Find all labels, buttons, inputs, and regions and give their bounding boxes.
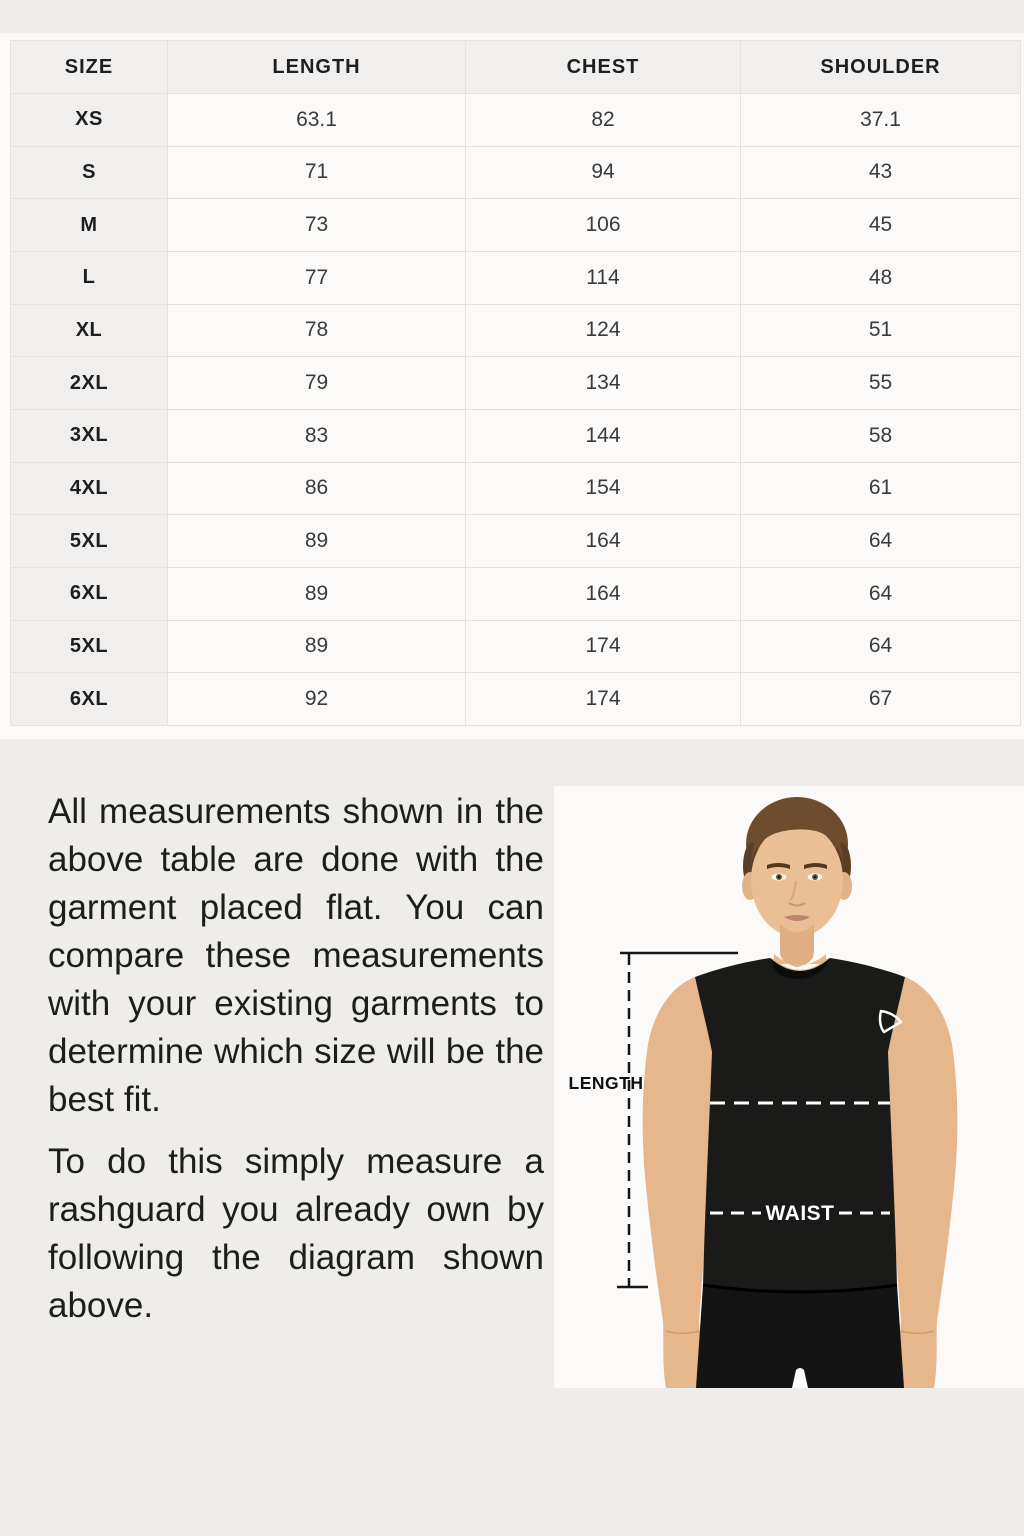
length-cell: 86 <box>168 462 466 515</box>
size-cell: XS <box>11 94 168 147</box>
length-cell: 89 <box>168 515 466 568</box>
col-header-chest: CHEST <box>466 41 741 94</box>
table-row <box>11 409 1021 462</box>
length-cell: 79 <box>168 357 466 410</box>
shoulder-cell: 37.1 <box>741 94 1021 147</box>
shirt <box>695 958 905 1292</box>
table-row <box>11 251 1021 304</box>
measurement-diagram <box>554 786 1024 1388</box>
length-cell: 78 <box>168 304 466 357</box>
table-row <box>11 620 1021 673</box>
size-cell: XL <box>11 304 168 357</box>
length-cell: 71 <box>168 146 466 199</box>
col-header-size: SIZE <box>11 41 168 94</box>
table-row <box>11 94 1021 147</box>
length-cell: 92 <box>168 673 466 726</box>
table-row <box>11 673 1021 726</box>
shoulder-cell: 43 <box>741 146 1021 199</box>
size-cell: 6XL <box>11 673 168 726</box>
shoulder-cell: 61 <box>741 462 1021 515</box>
chest-cell: 164 <box>466 515 741 568</box>
table-row <box>11 515 1021 568</box>
table-row <box>11 462 1021 515</box>
col-header-length: LENGTH <box>168 41 466 94</box>
shoulder-cell: 55 <box>741 357 1021 410</box>
col-header-shoulder: SHOULDER <box>741 41 1021 94</box>
length-cell: 89 <box>168 620 466 673</box>
size-cell: 3XL <box>11 409 168 462</box>
chest-cell: 164 <box>466 567 741 620</box>
size-cell: S <box>11 146 168 199</box>
shoulder-cell: 51 <box>741 304 1021 357</box>
table-row <box>11 357 1021 410</box>
chest-cell: 106 <box>466 199 741 252</box>
table-row <box>11 304 1021 357</box>
shoulder-cell: 45 <box>741 199 1021 252</box>
length-label: LENGTH <box>568 1073 644 1093</box>
chest-cell: 82 <box>466 94 741 147</box>
size-chart-card <box>0 33 1024 739</box>
length-cell: 83 <box>168 409 466 462</box>
size-cell: 5XL <box>11 620 168 673</box>
size-cell: L <box>11 251 168 304</box>
chest-cell: 144 <box>466 409 741 462</box>
chest-cell: 154 <box>466 462 741 515</box>
model-photo <box>554 786 1024 1388</box>
shoulder-cell: 64 <box>741 620 1021 673</box>
table-row <box>11 199 1021 252</box>
size-cell: 2XL <box>11 357 168 410</box>
header-row <box>11 41 1021 94</box>
size-cell: 4XL <box>11 462 168 515</box>
table-row <box>11 567 1021 620</box>
length-cell: 73 <box>168 199 466 252</box>
waist-label: WAIST <box>765 1202 835 1225</box>
paragraph-measurements: All measurements shown in the above table are done with the garment placed flat. You can compare these measurements with your existing garments to determine which size will be the best fit. <box>48 792 544 1119</box>
length-cell: 63.1 <box>168 94 466 147</box>
chest-cell: 124 <box>466 304 741 357</box>
size-cell: 5XL <box>11 515 168 568</box>
shoulder-cell: 64 <box>741 515 1021 568</box>
measurement-description <box>48 788 544 1344</box>
chest-cell: 114 <box>466 251 741 304</box>
chest-cell: 174 <box>466 673 741 726</box>
size-cell: 6XL <box>11 567 168 620</box>
chest-cell: 174 <box>466 620 741 673</box>
face <box>751 812 843 937</box>
shoulder-cell: 64 <box>741 567 1021 620</box>
length-cell: 89 <box>168 567 466 620</box>
paragraph-instructions: To do this simply measure a rashguard you already own by following the diagram shown above. <box>48 1142 544 1325</box>
shoulder-cell: 67 <box>741 673 1021 726</box>
table-row <box>11 146 1021 199</box>
chest-cell: 94 <box>466 146 741 199</box>
chest-cell: 134 <box>466 357 741 410</box>
shoulder-cell: 48 <box>741 251 1021 304</box>
shoulder-cell: 58 <box>741 409 1021 462</box>
size-chart-table <box>10 40 1021 726</box>
length-cell: 77 <box>168 251 466 304</box>
size-cell: M <box>11 199 168 252</box>
